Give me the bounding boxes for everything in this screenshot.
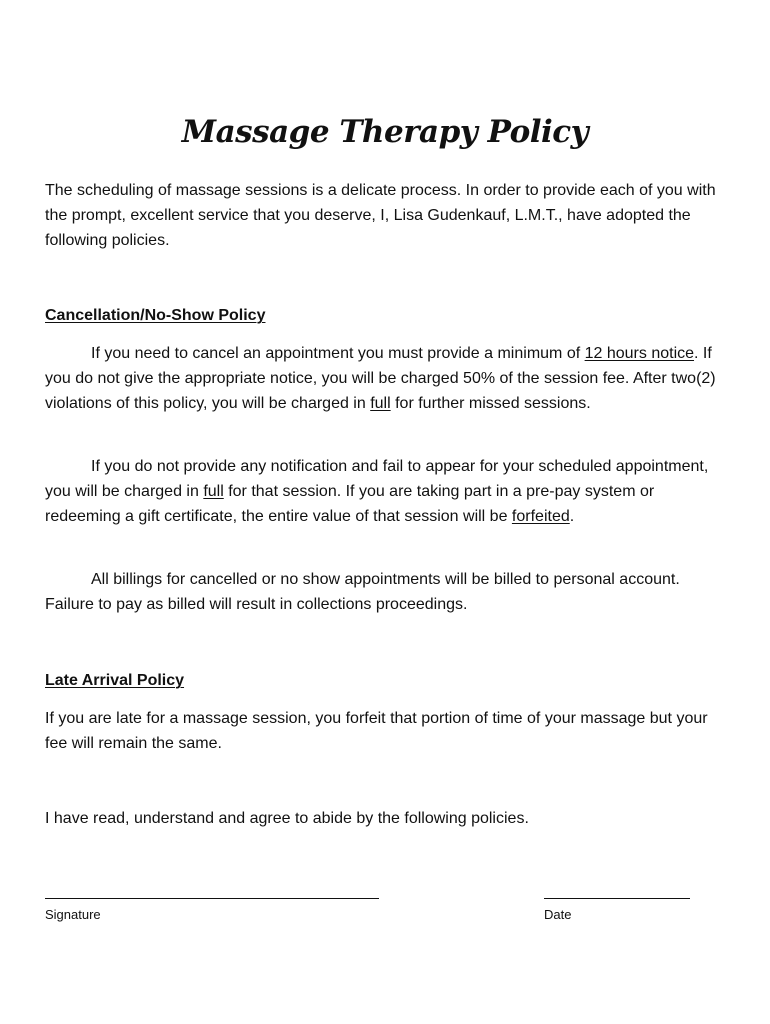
cancellation-paragraph-3: All billings for cancelled or no show appointments will be billed to personal account. Failure to pay as billed will result in collections proceedings. [45, 571, 680, 613]
cancellation-paragraph-2 [45, 454, 730, 529]
signature-label: Signature [45, 907, 101, 922]
text-run: . [569, 508, 575, 525]
text-run: for that session. If you are taking part in a pre-pay system or redeeming a gift certificate, the entire value of that session will be [45, 483, 655, 525]
underlined-notice-period: 12 hours notice [584, 345, 695, 362]
document-title: Massage Therapy Policy [181, 114, 589, 150]
text-run: If you do not provide any notification and fail to appear for your scheduled appointment, you will be charged in [45, 458, 709, 500]
text-run: for further missed sessions. [390, 395, 591, 412]
text-run: . If you do not give the appropriate notice, you will be charged 50% of the session fee. After two(2) violations of this policy, you will be charged in [45, 345, 716, 412]
agreement-statement: I have read, understand and agree to abide by the following policies. [45, 810, 529, 827]
late-arrival-paragraph: If you are late for a massage session, you forfeit that portion of time of your massage but your fee will remain the same. [45, 710, 708, 752]
date-label: Date [544, 907, 572, 922]
underlined-full: full [370, 395, 391, 412]
underlined-full: full [203, 483, 224, 500]
text-run: If you need to cancel an appointment you must provide a minimum of [91, 345, 585, 362]
underlined-forfeited: forfeited [511, 508, 570, 525]
date-line[interactable] [544, 884, 690, 899]
cancellation-heading: Cancellation/No-Show Policy [45, 307, 266, 324]
late-arrival-heading: Late Arrival Policy [45, 672, 185, 689]
signature-line[interactable] [45, 884, 379, 899]
intro-paragraph: The scheduling of massage sessions is a delicate process. In order to provide each of you with the prompt, excellent service that you deserve, I, Lisa Gudenkauf, L.M.T., have adopted the following policies. [45, 182, 716, 249]
cancellation-paragraph-1 [45, 341, 730, 416]
